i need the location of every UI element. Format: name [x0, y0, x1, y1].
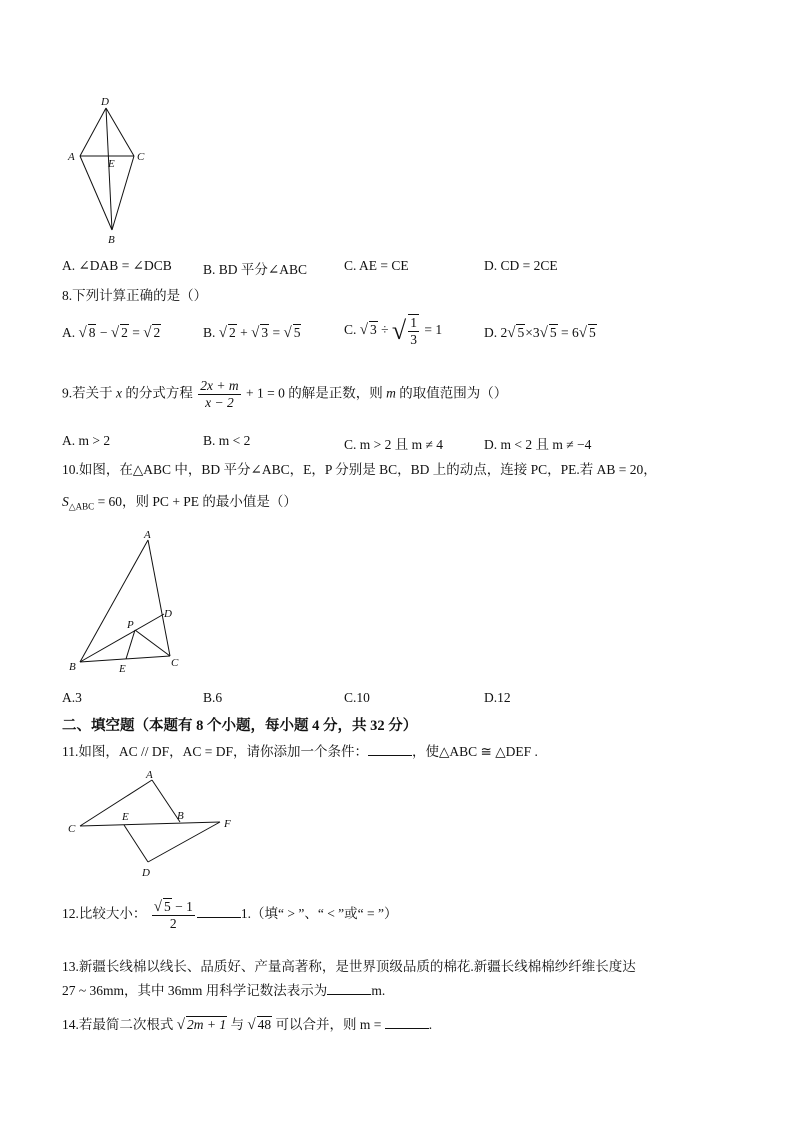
radical-sign-icon: √ [78, 325, 87, 341]
q9-option-b: B. m < 2 [203, 433, 251, 448]
segment-pc [135, 630, 170, 656]
label-b: B [108, 234, 115, 246]
q8-b-equals: = [272, 325, 281, 340]
q8-c-fraction [408, 314, 419, 348]
q8-c-radicand: 3 [370, 322, 377, 338]
q8-d-radicand-3: 5 [588, 325, 596, 340]
q8-c-numerator: 1 [410, 315, 417, 330]
figure-kite-abcd [60, 92, 160, 247]
segment-ca [80, 780, 152, 826]
q9-mid: 的分式方程 [125, 385, 193, 401]
q7-option-a: A. ∠DAB = ∠DCB [62, 258, 172, 273]
q8-a-equals: = [132, 325, 140, 340]
q8-b-plus: + [240, 325, 248, 340]
q12-pre: 12.比较大小： [62, 906, 147, 922]
q12-numerator [152, 898, 195, 916]
q8-option-d [484, 324, 597, 342]
q13-line2 [62, 979, 385, 999]
q11-answer-blank[interactable] [368, 743, 412, 756]
q12-post: 1.（填“ > ”、“ < ”或“ = ”） [240, 906, 398, 922]
q9-end: 的取值范围为（） [399, 385, 508, 401]
segment-bd [80, 614, 164, 662]
q8-d-radicand-2: 5 [549, 325, 557, 340]
q8-option-c [344, 314, 442, 348]
radical-sign-icon: √ [359, 322, 368, 339]
q13-line2-post: m. [371, 983, 386, 998]
label-d: D [101, 96, 109, 108]
q9-numerator: 2x + m [200, 378, 239, 393]
label-e: E [122, 811, 129, 823]
segment-ed [124, 825, 148, 862]
q10-stem-line1: 10.如图，在△ABC 中，BD 平分∠ABC，E，P 分别是 BC，BD 上的动点，连接 PC，PE.若 AB = 20， [62, 462, 657, 477]
segment-ab [80, 540, 148, 662]
q8-d-prefix: D. 2 [484, 325, 508, 340]
q14-answer-blank[interactable] [385, 1016, 429, 1029]
q13-line2-pre: 27 ~ 36mm，其中 36mm 用科学记数法表示为 [62, 983, 328, 998]
q12-radicand: 5 [163, 899, 171, 914]
label-e: E [108, 158, 115, 170]
q7-option-d: D. CD = 2CE [484, 258, 558, 273]
q9-denominator: x − 2 [205, 395, 234, 410]
q13-answer-blank[interactable] [327, 982, 371, 995]
q8-a-prefix: A. [62, 325, 76, 340]
q9-option-a: A. m > 2 [62, 433, 111, 448]
q10-option-d: D.12 [484, 690, 511, 705]
radical-sign-icon: √ [251, 325, 260, 341]
q9-var-x: x [116, 385, 122, 401]
q11-stem [62, 740, 538, 760]
label-f: F [224, 818, 231, 830]
q10-option-c: C.10 [344, 690, 370, 705]
segment-pe [126, 630, 135, 659]
q14-mid: 与 [230, 1017, 244, 1032]
segment-cb [112, 156, 134, 230]
q8-a-radicand-2: 2 [121, 325, 128, 340]
q10-option-b: B.6 [203, 690, 223, 705]
segment-bc [80, 656, 170, 662]
q12-denominator: 2 [169, 916, 177, 931]
q8-c-denominator: 3 [410, 332, 417, 347]
radical-sign-icon: √ [283, 325, 292, 341]
q14-stem [62, 1013, 432, 1034]
q8-c-prefix: C. [344, 322, 357, 338]
q12-answer-blank[interactable] [197, 905, 241, 918]
q8-option-a [62, 324, 161, 342]
label-b: B [177, 810, 184, 822]
q9-pre: 9.若关于 [62, 385, 113, 401]
label-c: C [171, 657, 179, 669]
radical-sign-icon: √ [176, 1017, 185, 1033]
q12-numerator-rest: − 1 [171, 899, 193, 914]
q9-var-m: m [386, 385, 396, 401]
q7-option-c: C. AE = CE [344, 258, 409, 273]
q11-post: ，使△ABC ≅ △DEF . [412, 744, 538, 759]
radical-sign-icon: √ [110, 325, 120, 341]
figure-triangle-abc [60, 528, 200, 678]
q8-c-equals: = 1 [424, 322, 443, 338]
q8-a-radicand-3: 2 [153, 325, 161, 340]
q11-pre: 11.如图，AC // DF，AC = DF，请你添加一个条件： [62, 744, 369, 759]
label-a: A [68, 151, 75, 163]
q8-option-b [203, 324, 301, 342]
q14-end: . [428, 1017, 433, 1032]
radical-sign-icon: √ [143, 325, 152, 341]
radical-sign-icon: √ [391, 316, 407, 345]
q9-fraction [198, 378, 240, 411]
q8-d-equals: = 6 [560, 325, 579, 340]
q8-a-radicand-1: 8 [88, 325, 96, 340]
label-p: P [127, 619, 134, 631]
label-e: E [119, 663, 126, 675]
segment-ac [148, 540, 170, 656]
q8-stem: 8.下列计算正确的是（） [62, 288, 208, 303]
q12-stem [62, 898, 398, 932]
label-b: B [69, 661, 76, 673]
segment-dc [106, 108, 134, 156]
q10-option-a: A.3 [62, 690, 82, 705]
radical-sign-icon: √ [153, 899, 162, 915]
q14-post: 可以合并，则 m = [275, 1017, 385, 1032]
q9-post: + 1 = 0 的解是正数，则 [245, 385, 383, 401]
segment-df [148, 822, 220, 862]
q9-stem [62, 378, 507, 411]
q8-b-prefix: B. [203, 325, 216, 340]
segment-cf [80, 822, 220, 826]
q14-radicand-1: 2m + 1 [186, 1017, 227, 1032]
label-c: C [137, 151, 145, 163]
section-2-title: 二、填空题（本题有 8 个小题，每小题 4 分，共 32 分） [62, 718, 418, 734]
label-d: D [164, 608, 172, 620]
q10-line2-rest: = 60，则 PC + PE 的最小值是（） [94, 494, 297, 509]
label-d: D [142, 867, 150, 879]
label-a: A [144, 529, 151, 541]
segment-ab [152, 780, 180, 822]
radical-sign-icon: √ [247, 1017, 256, 1033]
q7-option-b: B. BD 平分∠ABC [203, 262, 307, 277]
q12-fraction [152, 898, 195, 932]
radical-sign-icon: √ [218, 325, 227, 341]
q8-c-divide: ÷ [381, 322, 389, 338]
q8-d-times: ×3 [525, 325, 540, 340]
q14-pre: 14.若最简二次根式 [62, 1017, 174, 1032]
q8-d-radicand-1: 5 [517, 325, 525, 340]
radical-sign-icon: √ [539, 325, 548, 341]
q8-a-minus: − [99, 325, 108, 340]
q9-option-c: C. m > 2 且 m ≠ 4 [344, 437, 444, 452]
segment-da [80, 108, 106, 156]
q13-line1: 13.新疆长线棉以线长、品质好、产量高著称，是世界顶级品质的棉花.新疆长线棉棉纱纤维长度达 [62, 959, 636, 974]
q8-b-radicand-1: 2 [229, 325, 236, 340]
label-a: A [146, 769, 153, 781]
q8-b-radicand-3: 5 [293, 325, 301, 340]
label-c: C [68, 823, 76, 835]
q14-radicand-2: 48 [257, 1017, 272, 1032]
figure-congruent-triangles [60, 766, 240, 880]
radical-sign-icon: √ [507, 325, 516, 341]
q10-area-symbol: S [62, 494, 69, 509]
q8-b-radicand-2: 3 [261, 325, 269, 340]
radical-sign-icon: √ [578, 325, 587, 341]
q10-stem-line2 [62, 490, 297, 513]
q9-option-d: D. m < 2 且 m ≠ −4 [484, 437, 592, 452]
q10-area-subscript: △ABC [68, 501, 95, 512]
